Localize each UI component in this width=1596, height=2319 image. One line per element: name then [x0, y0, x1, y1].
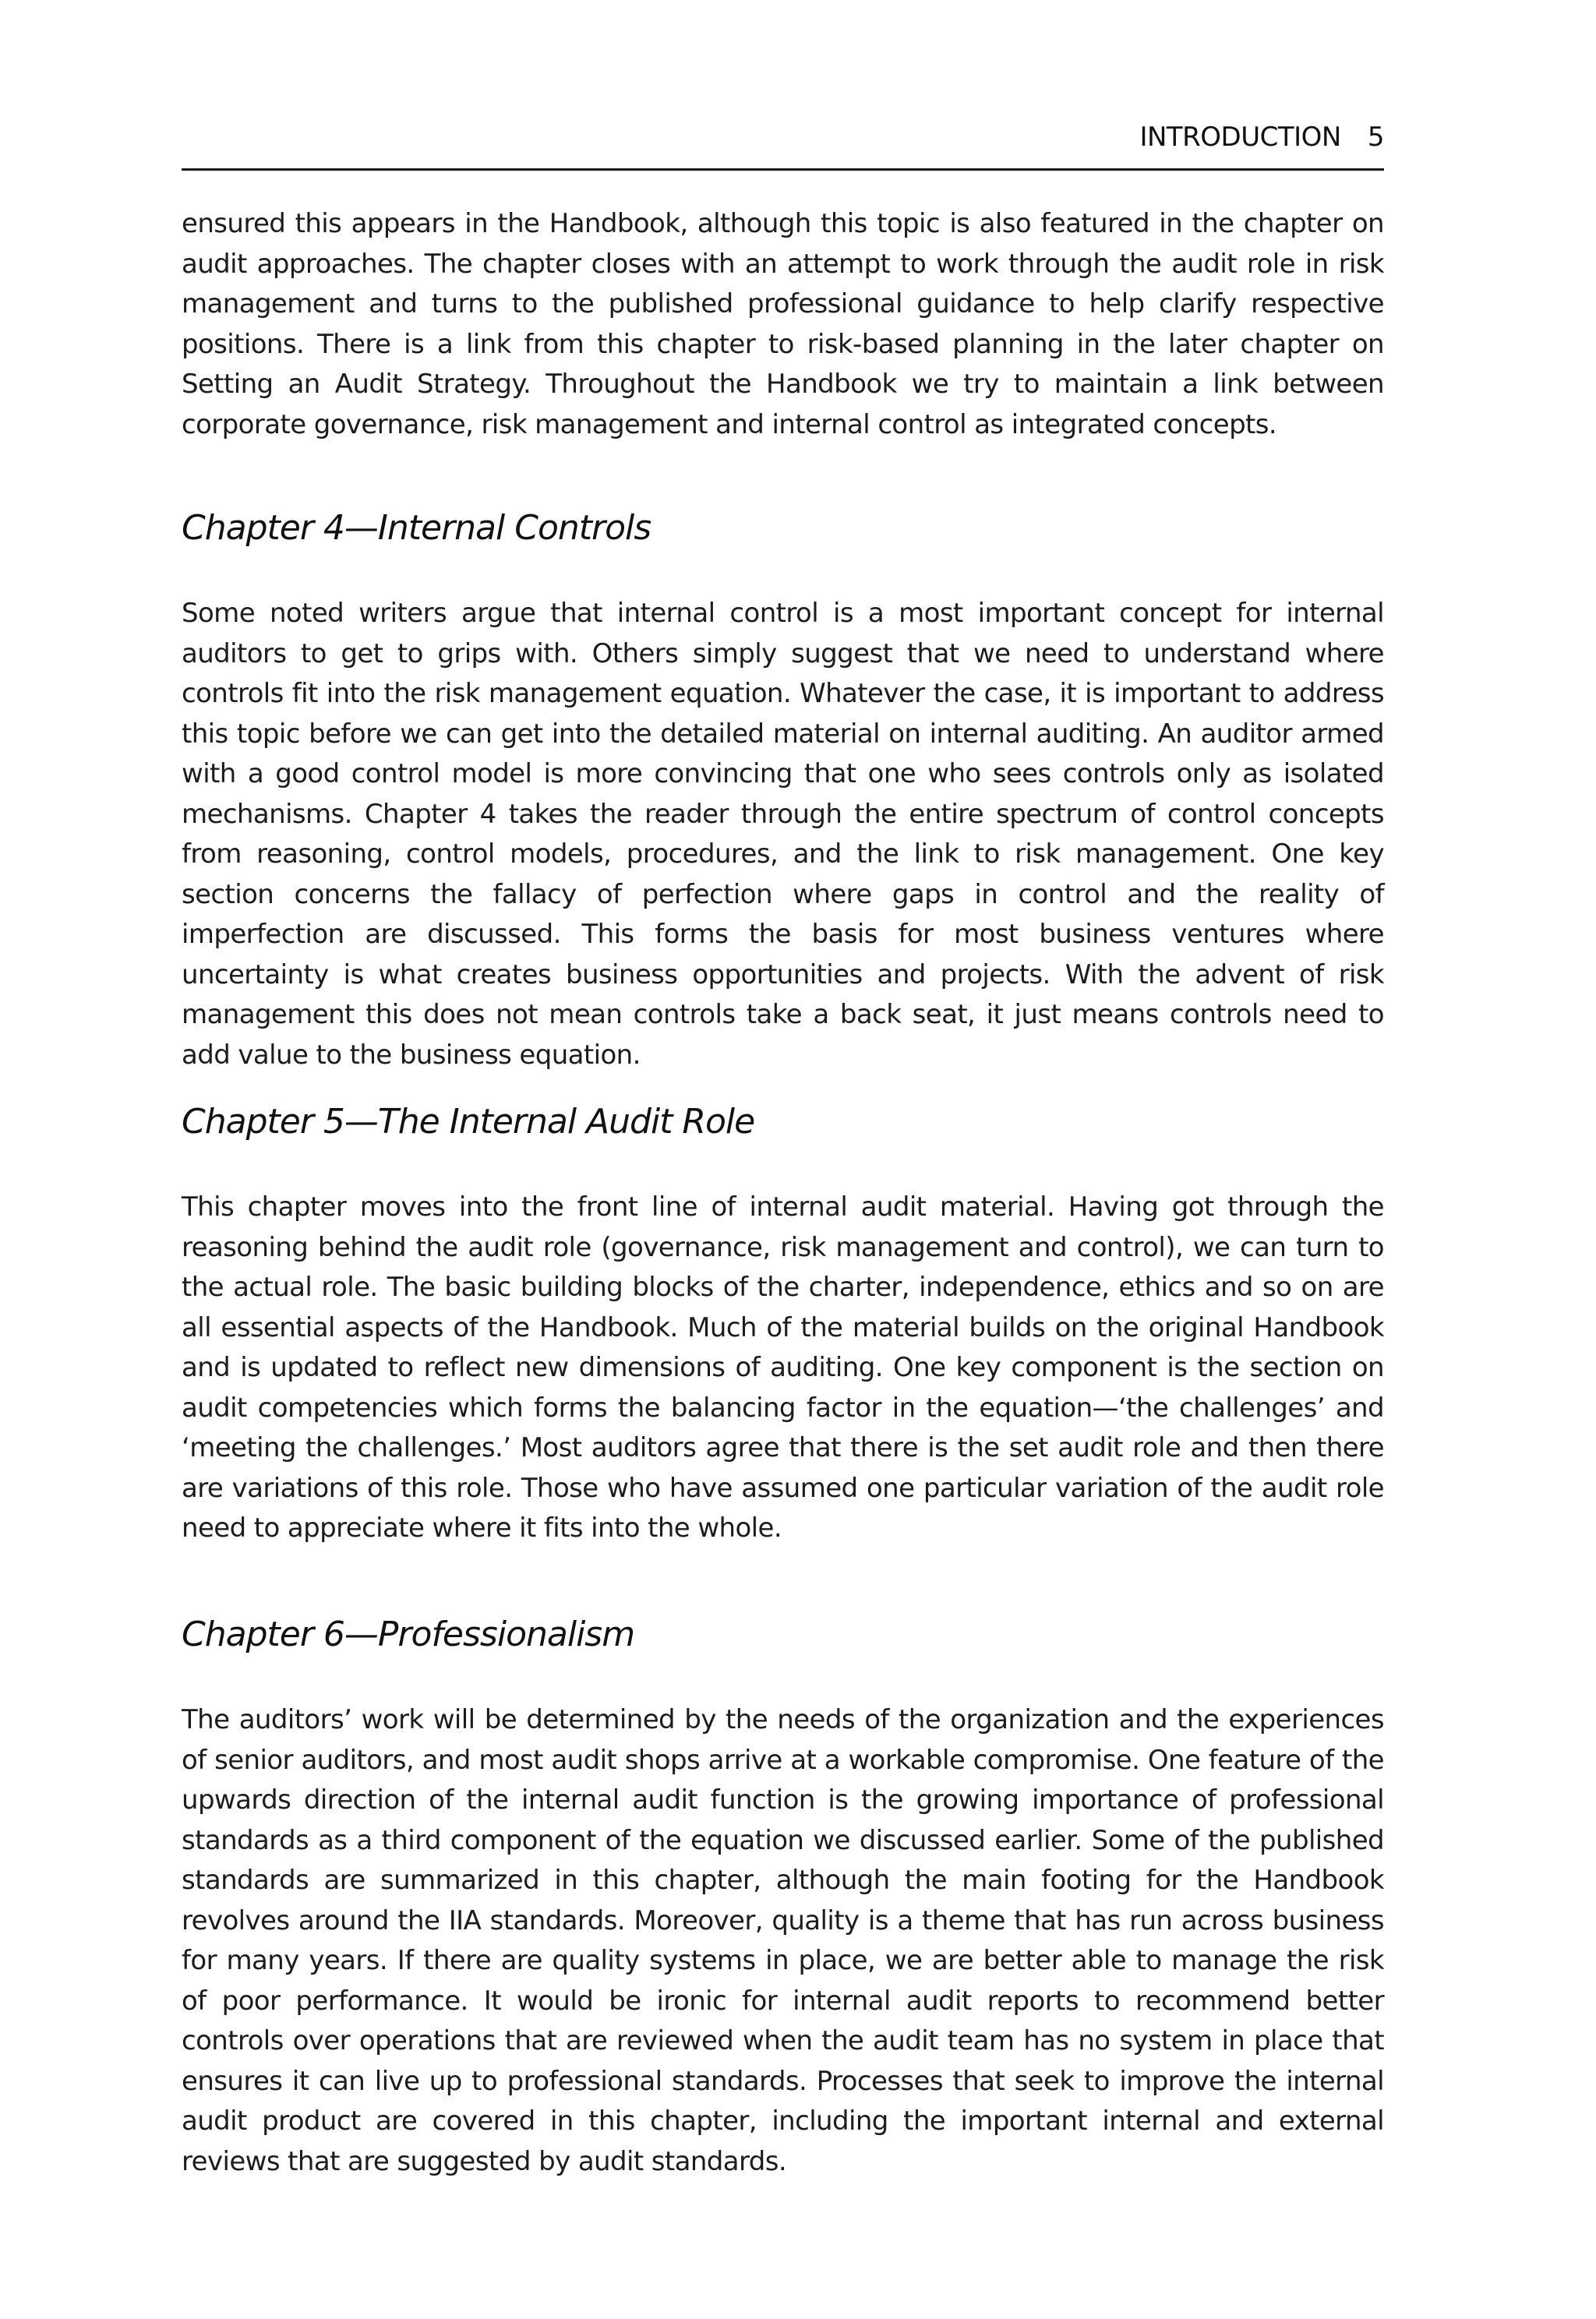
running-head-title: INTRODUCTION — [1139, 122, 1341, 153]
chapter-6-paragraph — [182, 1700, 1384, 2182]
chapter-4-paragraph — [182, 594, 1384, 1075]
chapter-4-heading: Chapter 4—Internal Controls — [182, 508, 651, 548]
paragraph-text: The auditors’ work will be determined by the needs of the organization and the experiences of senior auditors, and most audit shops arrive at a workable compromise. One feature of the upwards direction of the internal audit function is the growing importance of professional standards as a third component of the equation we discussed earlier. Some of the published standards are summarized in this chapter, although the main footing for the Handbook revolves around the IIA standards. Moreover, quality is a theme that has run across business for many years. If there are quality systems in place, we are better able to manage the risk of poor performance. It would be ironic for internal audit reports to recommend better controls over operations that are reviewed when the audit team has no system in place that ensures it can live up to professional standards. Processes that seek to improve the internal audit product are covered in this chapter, including the important internal and external reviews that are suggested by audit standards. — [182, 1704, 1384, 2177]
paragraph-text: Some noted writers argue that internal control is a most important concept for internal auditors to get to grips with. Others simply suggest that we need to understand where controls fit into the risk management equation. Whatever the case, it is important to address this topic before we can get into the detailed material on internal auditing. An auditor armed with a good control model is more convincing that one who sees controls only as isolated mechanisms. Chapter 4 takes the reader through the entire spectrum of control concepts from reasoning, control models, procedures, and the link to risk management. One key section concerns the fallacy of perfection where gaps in control and the reality of imperfection are discussed. This forms the basis for most business ventures where uncertainty is what creates business opportunities and projects. With the advent of risk management this does not mean controls take a back seat, it just means controls need to add value to the business equation. — [182, 598, 1384, 1071]
running-head — [1139, 122, 1384, 153]
paragraph-text: ensured this appears in the Handbook, although this topic is also featured in the chapter on audit approaches. The chapter closes with an attempt to work through the audit role in risk management and turns to the published professional guidance to help clarify respective positions. There is a link from this chapter to risk-based planning in the later chapter on Setting an Audit Strategy. Throughout the Handbook we try to maintain a link between corporate governance, risk management and internal control as integrated concepts. — [182, 208, 1384, 440]
chapter-5-heading: Chapter 5—The Internal Audit Role — [182, 1102, 755, 1142]
chapter-6-heading: Chapter 6—Professionalism — [182, 1615, 635, 1654]
continuation-paragraph — [182, 204, 1384, 445]
page-number: 5 — [1367, 122, 1384, 153]
chapter-5-paragraph — [182, 1188, 1384, 1549]
header-rule — [182, 168, 1384, 171]
paragraph-text: This chapter moves into the front line of internal audit material. Having got through the reasoning behind the audit role (governance, risk management and control), we can turn to the actual role. The basic building blocks of the charter, independence, ethics and so on are all essential aspects of the Handbook. Much of the material builds on the original Handbook and is updated to reflect new dimensions of auditing. One key component is the section on audit competencies which forms the balancing factor in the equation—‘the challenges’ and ‘meeting the challenges.’ Most auditors agree that there is the set audit role and then there are variations of this role. Those who have assumed one particular variation of the audit role need to appreciate where it fits into the whole. — [182, 1191, 1384, 1544]
